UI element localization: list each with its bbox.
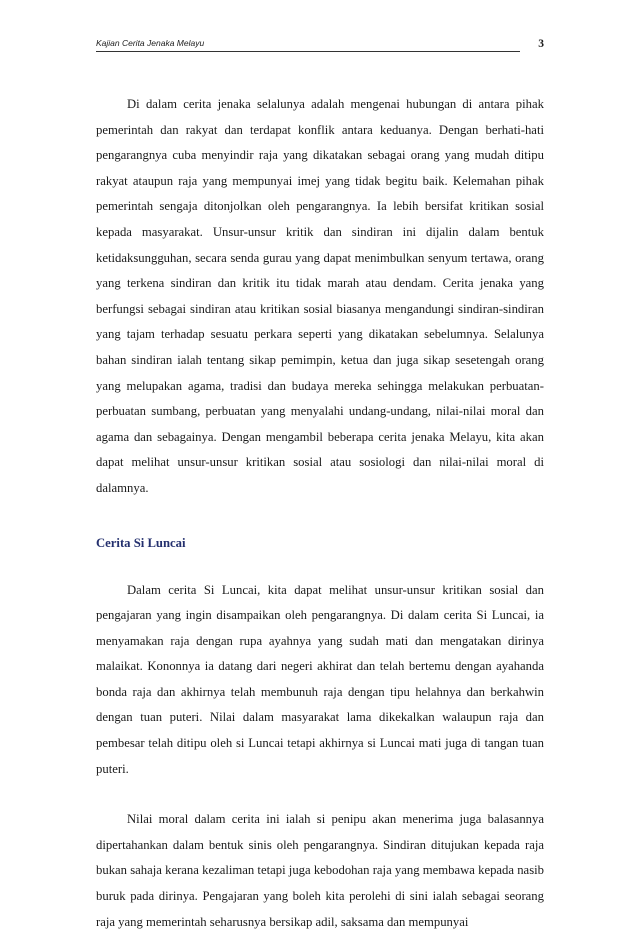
section-heading: Cerita Si Luncai xyxy=(96,535,186,550)
paragraph-moral-value: Nilai moral dalam cerita ini ialah si penipu akan menerima juga balasannya dipertahankan dalam bentuk sinis oleh pengarangnya. Sindiran ditujukan kepada raja bukan sahaja kerana kezaliman tetapi juga kebodohan raja yang membawa kepada nasib buruk pada dirinya. Pengajaran yang boleh kita perolehi di sini ialah sebagai seorang raja yang memerintah seharusnya bersikap adil, saksama dan mempunyai xyxy=(96,812,544,929)
page-number: 3 xyxy=(538,38,544,50)
header-rule xyxy=(96,51,520,52)
page-body xyxy=(96,92,544,935)
paragraph-si-luncai: Dalam cerita Si Luncai, kita dapat melihat unsur-unsur kritikan sosial dan pengajaran yang ingin disampaikan oleh pengarangnya. Di dalam cerita Si Luncai, ia menyamakan raja dengan rupa ayahnya yang sudah mati dan mengatakan dirinya malaikat. Kononnya ia datang dari negeri akhirat dan telah bertemu dengan ayahanda bonda raja dan akhirnya telah membunuh raja dengan tipu helahnya dan berkahwin dengan tuan puteri. Nilai dalam masyarakat lama dikekalkan walaupun raja dan pembesar telah ditipu oleh si Luncai tetapi akhirnya si Luncai mati juga di tangan tuan puteri. xyxy=(96,582,544,776)
paragraph-intro: Di dalam cerita jenaka selalunya adalah mengenai hubungan di antara pihak pemerintah dan rakyat dan terdapat konflik antara keduanya. Dengan berhati-hati pengarangnya cuba menyindir raja yang dikatakan sebagai orang yang mudah ditipu rakyat ataupun raja yang mempunyai imej yang tidak begitu baik. Kelemahan pihak pemerintah sengaja ditonjolkan oleh pengarangnya. Ia lebih bersifat kritikan sosial kepada masyarakat. Unsur-unsur kritik dan sindiran ini dijalin dalam bentuk ketidaksungguhan, secara senda gurau yang dapat menimbulkan senyum tertawa, orang yang terkena sindiran dan kritik itu tidak marah atau dendam. Cerita jenaka yang berfungsi sebagai sindiran atau kritikan sosial biasanya mengandungi sindiran-sindiran yang tajam terhadap sesuatu perkara seperti yang dikatakan sebelumnya. Selalunya bahan sindiran ialah tentang sikap pemimpin, ketua dan juga sikap sesetengah orang yang melupakan agama, tradisi dan budaya mereka sehingga melakukan perbuatan-perbuatan sumbang, perbuatan yang menyalahi undang-undang, nilai-nilai moral dan agama dan sebagainya. Dengan mengambil beberapa cerita jenaka Melayu, kita akan dapat melihat unsur-unsur kritikan sosial atau sosiologi dan nilai-nilai moral di dalamnya. xyxy=(96,97,544,495)
page-header xyxy=(96,38,544,56)
running-header-title: Kajian Cerita Jenaka Melayu xyxy=(96,38,205,48)
